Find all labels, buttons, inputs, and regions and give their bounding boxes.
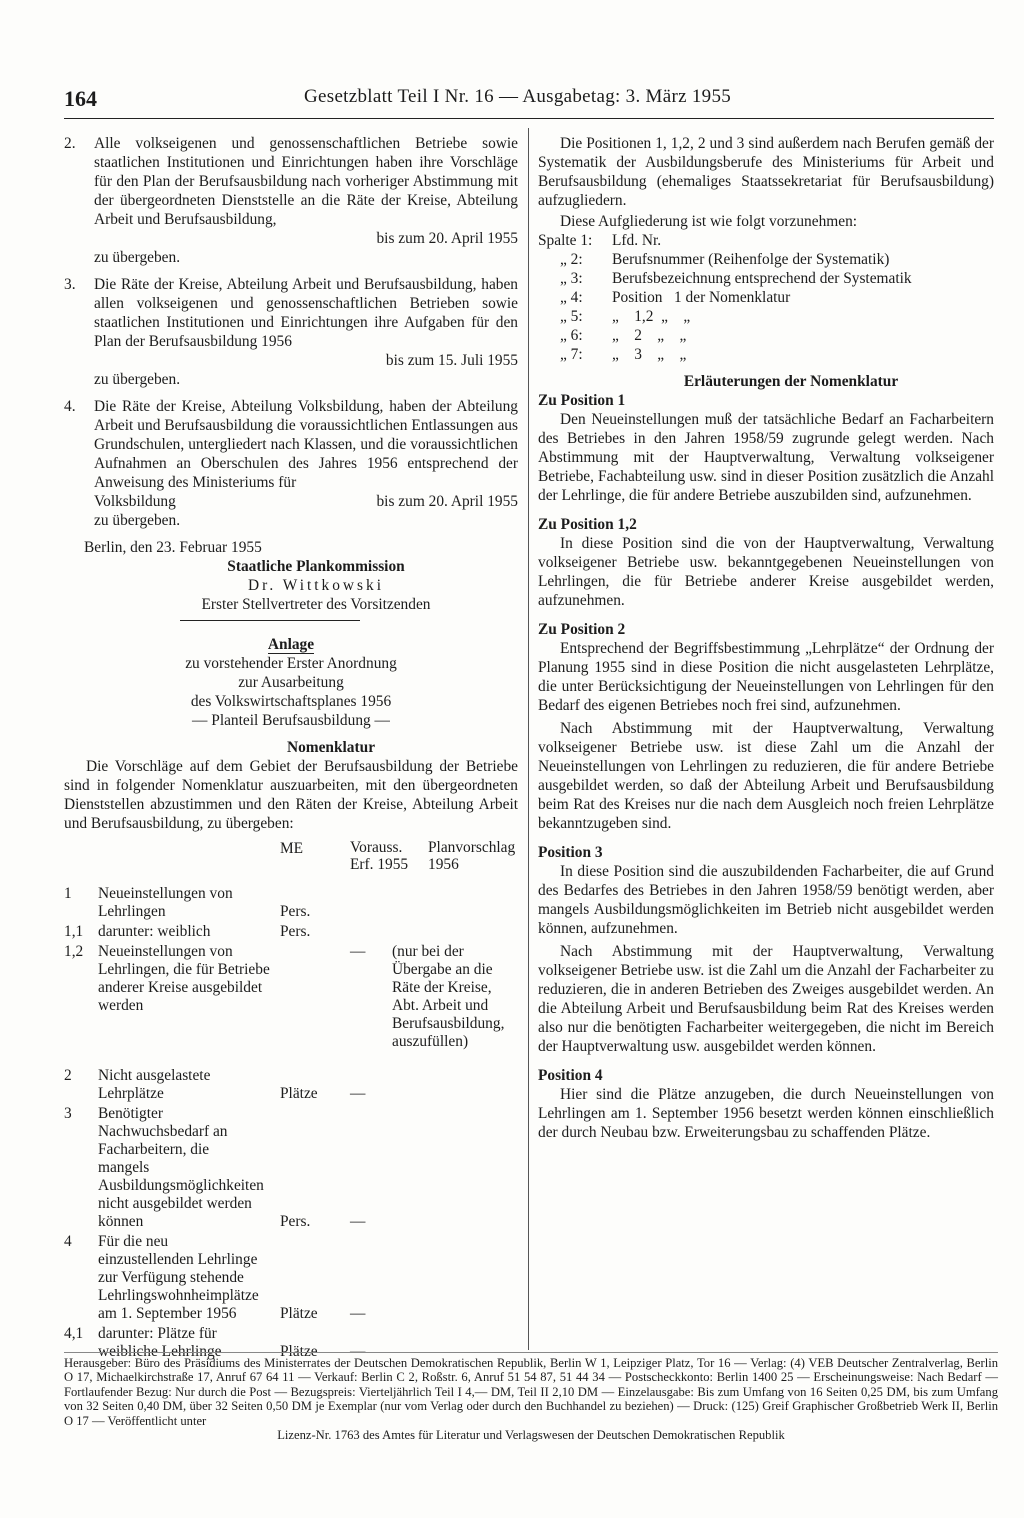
row-text: darunter: weiblich — [98, 923, 211, 940]
section-heading: Zu Position 1 — [538, 392, 626, 409]
right-column — [538, 134, 994, 1142]
row-number: 2 — [64, 1067, 72, 1084]
signatory-role: Erster Stellvertreter des Vorsitzenden — [201, 596, 431, 613]
row-me: Pers. — [280, 903, 311, 920]
row-me: Pers. — [280, 923, 311, 940]
row-text: darunter: Plätze für weibliche Lehrlinge — [98, 1325, 222, 1360]
row-plan: (nur bei der Übergabe an die Räte der Kreise, Abt. Arbeit und Berufsausbildung, auszufüllen) — [392, 943, 505, 1050]
row-text: Nicht ausgelastete Lehrplätze — [98, 1067, 211, 1102]
row-plan — [392, 1067, 518, 1103]
spalte-value: Berufsbezeichnung entsprechend der Systematik — [612, 270, 912, 287]
row-plan — [392, 923, 518, 941]
list-item — [538, 326, 994, 345]
spalte-key: „ 2: — [560, 251, 583, 268]
list-item — [538, 250, 994, 269]
item-text: Die Räte der Kreise, Abteilung Arbeit und Berufsausbildung, haben allen volkseigenen und genossenschaftlichen Betrieben sowie staatlichen Institutionen und Einrichtungen ihre Aufgaben für den Plan der Berufsausbildung 1956 — [94, 276, 518, 350]
row-voraus: — — [350, 1085, 366, 1102]
numbered-item — [64, 275, 518, 389]
page-number: 164 — [64, 86, 97, 111]
row-me: Plätze — [280, 1085, 318, 1102]
row-me: Pers. — [280, 1213, 311, 1230]
spalte-key: Spalte 1: — [538, 232, 593, 249]
aufgliederung-lead: Diese Aufgliederung ist wie folgt vorzunehmen: — [560, 213, 858, 230]
place-date: Berlin, den 23. Februar 1955 — [84, 539, 262, 556]
row-number: 4 — [64, 1233, 72, 1250]
column-divider — [528, 128, 529, 1350]
row-plan — [392, 1105, 518, 1231]
erlaeuterungen-title: Erläuterungen der Nomenklatur — [683, 373, 899, 390]
column-voraus: Vorauss. Erf. 1955 — [350, 839, 409, 873]
table-row — [64, 885, 518, 921]
spalte-value: Lfd. Nr. — [612, 232, 662, 249]
spalte-key: „ 6: — [560, 327, 583, 344]
spalte-key: „ 3: — [560, 270, 583, 287]
item-text-last: Volksbildung — [94, 493, 176, 510]
spalte-value: Berufsnummer (Reihenfolge der Systematik) — [612, 251, 890, 268]
section-paragraph: In diese Position sind die von der Hauptverwaltung, Verwaltung volkseigener Betriebe usw. bekanntgegebenen Neueinstellungen von Lehrlingen, die für Betriebe anderer Kreise ausgebildet werden, aufzunehmen. — [538, 535, 994, 609]
running-title: Gesetzblatt Teil I Nr. 16 — Ausgabetag: 3. März 1955 — [304, 86, 732, 107]
table-row — [64, 943, 518, 1051]
section-heading: Zu Position 1,2 — [538, 516, 637, 533]
item-end: zu übergeben. — [94, 371, 181, 388]
row-voraus — [350, 885, 392, 921]
spalte-value: „ 2 „ „ — [612, 327, 687, 344]
nomenklatur-table-header — [64, 839, 518, 873]
list-item — [538, 269, 994, 288]
item-number: 3. — [64, 276, 76, 293]
imprint-footer — [64, 1352, 998, 1442]
table-row — [64, 1105, 518, 1231]
row-voraus: — — [350, 1305, 366, 1322]
row-number: 3 — [64, 1105, 72, 1122]
anlage-line: zur Ausarbeitung — [238, 674, 344, 691]
numbered-item — [64, 397, 518, 530]
item-text: Die Räte der Kreise, Abteilung Volksbildung, haben der Abteilung Arbeit und Berufsausbildung die voraussichtlichen Entlassungen aus Grundschulen, untergliedert nach Klassen, und die voraussichtlichen Aufnahmen an Oberschulen des Jahres 1956 entsprechend der Anweisung des Ministeriums für — [94, 398, 518, 491]
row-me: Plätze — [280, 1305, 318, 1322]
section-paragraph: Entsprechend der Begriffsbestimmung „Lehrplätze“ der Ordnung der Planung 1955 sind in diese Position die nicht ausgelasteten Lehrplätze, die unter Berücksichtigung der Neueinstellungen von Lehrlingen für den Bedarf des eigenen Betriebes noch frei sind, aufzunehmen. — [538, 640, 994, 714]
spalten-list — [538, 231, 994, 364]
table-row — [64, 1067, 518, 1103]
numbered-item — [64, 134, 518, 267]
signing-org: Staatliche Plankommission — [227, 558, 405, 575]
row-number: 4,1 — [64, 1325, 84, 1342]
row-text: Neueinstellungen von Lehrlingen, die für Betriebe anderer Kreise ausgebildet werden — [98, 943, 270, 1014]
section-heading: Zu Position 2 — [538, 621, 626, 638]
item-deadline: bis zum 20. April 1955 — [376, 493, 518, 510]
row-text: Neueinstellungen von Lehrlingen — [98, 885, 233, 920]
spalte-key: „ 5: — [560, 308, 583, 325]
section-paragraph: In diese Position sind die auszubildenden Facharbeiter, die auf Grund des Bedarfes des Betriebes in den Jahren 1958/59 benötigt werden, aber mangels Ausbildungsmöglichkeiten im Betrieb nicht ausgebildet werden können, aufzunehmen. — [538, 863, 994, 937]
item-deadline: bis zum 20. April 1955 — [376, 230, 518, 247]
row-plan — [392, 885, 518, 921]
item-end: zu übergeben. — [94, 249, 181, 266]
item-text: Alle volkseigenen und genossenschaftlichen Betriebe sowie staatlichen Institutionen und Einrichtungen haben ihre Vorschläge für den Plan der Berufsausbildung nach vorheriger Abstimmung mit der übergeordneten Dienststelle an die Räte der Kreise, Abteilung Arbeit und Berufsausbildung, — [94, 135, 518, 228]
spalte-key: „ 7: — [560, 346, 583, 363]
item-number: 4. — [64, 398, 76, 415]
item-end: zu übergeben. — [94, 512, 181, 529]
row-number: 1,1 — [64, 923, 84, 940]
aufgliederung-intro: Die Positionen 1, 1,2, 2 und 3 sind außerdem nach Berufen gemäß der Systematik der Ausbildungsberufe des Ministeriums für Arbeit und Berufsausbildung (ehemaliges Staatssekretariat für Berufsausbildung) aufzugliedern. — [538, 135, 994, 209]
section-heading: Position 4 — [538, 1067, 603, 1084]
row-text: Für die neu einzustellenden Lehrlinge zur Verfügung stehende Lehrlingswohnheimplätze am 1. September 1956 — [98, 1233, 259, 1322]
section-paragraph: Nach Abstimmung mit der Hauptverwaltung, Verwaltung volkseigener Betriebe usw. ist diese Zahl um die Anzahl der Neueinstellungen von Lehrlingen zu reduzieren, die für andere Betriebe ausgebildet werden, so daß der Abteilung Arbeit und Berufsausbildung beim Rat des Kreises nur die nach dem Ausgleich noch freien Lehrplätze bekanntzugeben sind. — [538, 720, 994, 832]
section-paragraph: Den Neueinstellungen muß der tatsächliche Bedarf an Facharbeitern des Betriebes in den Jahren 1958/59 zugrunde gelegt werden. Nach Abstimmung mit der Hauptverwaltung, Verwaltung volkseigener Betriebe, Fachabteilung usw. sind in dieser Position zusätzlich die Anzahl der Lehrlinge, die für andere Betriebe auszubilden sind, aufzunehmen. — [538, 411, 994, 504]
row-voraus — [350, 923, 392, 941]
spalte-key: „ 4: — [560, 289, 583, 306]
section-paragraph: Hier sind die Plätze anzugeben, die durch Neueinstellungen von Lehrlingen am 1. September 1956 besetzt werden können einschließlich der durch Neubau bzw. Erweiterungsbau zu schaffenden Plätze. — [538, 1086, 994, 1141]
anlage-line: des Volkswirtschaftsplanes 1956 — [190, 693, 392, 710]
section-heading: Position 3 — [538, 844, 603, 861]
nomenklatur-title: Nomenklatur — [286, 739, 376, 756]
row-voraus: — — [350, 943, 366, 960]
row-text: Benötigter Nachwuchsbedarf an Facharbeitern, die mangels Ausbildungsmöglichkeiten nicht ausgebildet werden können — [98, 1105, 264, 1230]
row-me: Plätze — [280, 1343, 318, 1360]
signatory-name: Dr. Wittkowski — [247, 577, 384, 594]
spalte-value: Position 1 der Nomenklatur — [612, 289, 791, 306]
left-column — [64, 134, 518, 1363]
row-me — [280, 943, 350, 1051]
imprint-text: Herausgeber: Büro des Präsidiums des Ministerrates der Deutschen Demokratischen Republik, Berlin W 1, Leipziger Platz, Tor 16 — Verlag: (4) VEB Deutscher Zentralverlag, Berlin O 17, Michaelkirchstraße 17, Anruf 67 64 11 — Verkauf: Berlin C 2, Roßstr. 6, Anruf 51 54 87, 51 44 34 — Postscheckkonto: Berlin 1400 25 — Erscheinungsweise: Nach Bedarf — Fortlaufender Bezug: Nur durch die Post — Bezugspreis: Vierteljährlich Teil I 4,— DM, Teil II 2,10 DM — Einzelausgabe: Bis zum Umfang von 16 Seiten 0,25 DM, bis zum Umfang von 32 Seiten 0,40 DM, über 32 Seiten 0,50 DM je Exemplar (nur vom Verlag oder durch den Buchhandel zu beziehen) — Druck: (125) Greif Graphischer Großbetrieb Werk II, Berlin O 17 — Veröffentlicht unter — [64, 1356, 998, 1428]
section-divider — [180, 620, 360, 621]
row-plan — [392, 1233, 518, 1323]
list-item — [538, 307, 994, 326]
anlage-title-text: Anlage — [267, 636, 315, 653]
header-rule — [64, 118, 994, 119]
anlage-line: — Planteil Berufsausbildung — — [192, 712, 390, 729]
spalte-value: „ 3 „ „ — [612, 346, 687, 363]
list-item — [538, 288, 994, 307]
item-deadline: bis zum 15. Juli 1955 — [385, 352, 518, 369]
column-plan: Planvorschlag 1956 — [428, 839, 516, 873]
anlage-title — [64, 635, 518, 654]
nomenklatur-table — [64, 885, 518, 1361]
spalte-value: „ 1,2 „ „ — [612, 308, 691, 325]
row-voraus: — — [350, 1213, 366, 1230]
row-voraus: — — [350, 1343, 366, 1360]
item-number: 2. — [64, 135, 76, 152]
row-number: 1 — [64, 885, 72, 902]
list-item — [538, 345, 994, 364]
anlage-line: zu vorstehender Erster Anordnung — [185, 655, 397, 672]
nomenklatur-intro: Die Vorschläge auf dem Gebiet der Berufsausbildung der Betriebe sind in folgender Nomenklatur auszuarbeiten, mit den übergeordneten Dienststellen abzustimmen und den Räten der Kreise, Abteilung Arbeit und Berufsausbildung, zu übergeben: — [64, 758, 518, 832]
column-me: ME — [280, 840, 304, 857]
section-paragraph: Nach Abstimmung mit der Hauptverwaltung, Verwaltung volkseigener Betriebe usw. ist die Zahl um die Anzahl der Facharbeiter zu reduzieren, die in anderen Betrieben des Zweiges ausgebildet werden. An die Abteilung Arbeit und Berufsausbildung beim Rat des Kreises werden also nur die benötigten Facharbeiter weitergegeben, die nicht im Bereich der Hauptverwaltung usw. ausgebildet werden können. — [538, 943, 994, 1055]
license-line: Lizenz-Nr. 1763 des Amtes für Literatur und Verlagswesen der Deutschen Demokratischen Republik — [277, 1428, 785, 1443]
list-item — [538, 231, 994, 250]
table-row — [64, 923, 518, 941]
page-header — [64, 86, 994, 114]
table-row — [64, 1233, 518, 1323]
row-number: 1,2 — [64, 943, 84, 960]
